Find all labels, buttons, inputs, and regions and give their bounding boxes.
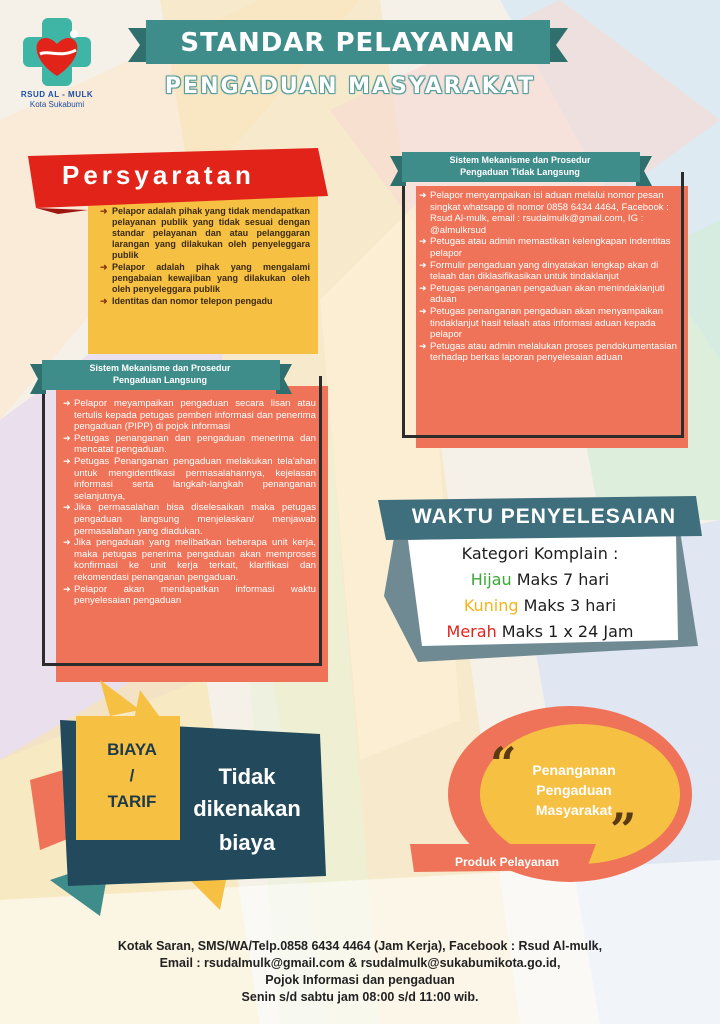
- list-item: ➜ Pelapor akan mendapatkan informasi waktu penyelesaian pengaduan: [64, 584, 316, 607]
- waktu-label-kuning: Kuning: [463, 596, 519, 615]
- list-item: ➜ Petugas atau admin memastikan kelengkapan indentitas pelapor: [420, 236, 682, 259]
- waktu-label-hijau: Hijau: [470, 570, 512, 589]
- footer-contact: [40, 938, 680, 1006]
- page-subtitle: PENGADUAN MASYARAKAT: [164, 74, 536, 99]
- produk-quote-line3: Masyarakat: [535, 802, 613, 818]
- list-item: ➜ Pelapor adalah pihak yang tidak mendapatkan pelayanan publik yang tidak sesuai dengan standar pelayanan dan atau pelanggaran larangan yang dilakukan oleh penyeleggara publik: [100, 206, 310, 261]
- list-item: ➜ Petugas atau admin melalukan proses pendokumentasian terhadap berkas laporan penyelesaian aduan: [420, 341, 682, 364]
- footer-line3: Pojok Informasi dan pengaduan: [265, 973, 455, 987]
- biaya-label-line2: /: [129, 766, 135, 785]
- list-item: ➜ Formulir pengaduan yang dinyatakan lengkap akan di telaah dan diklasifikasikan untuk tindaklanjut: [420, 260, 682, 283]
- waktu-row-hijau: [420, 570, 660, 589]
- tidak-langsung-title-line1: Sistem Mekanisme dan Prosedur: [449, 155, 591, 165]
- waktu-label-merah: Merah: [446, 622, 497, 641]
- produk-quote-line1: Penanganan: [532, 762, 616, 778]
- langsung-list: [64, 398, 316, 607]
- langsung-title: [40, 362, 280, 386]
- list-item: ➜ Jika permasalahan bisa diselesaikan maka petugas pengaduan langsung menjelaskan/ menjawab permasalahan yang diadukan.: [64, 502, 316, 537]
- list-item: ➜ Petugas penanganan pengaduan akan menyampaikan tindaklanjut hasil telaah atas informasi aduan kepada pelapor: [420, 306, 682, 341]
- waktu-value-merah: Maks 1 x 24 Jam: [501, 622, 634, 641]
- list-item: ➜ Identitas dan nomor telepon pengadu: [100, 296, 310, 307]
- footer-line2: Email : rsudalmulk@gmail.com & rsudalmulk@sukabumikota.go.id,: [159, 956, 561, 970]
- produk-quote-line2: Pengaduan: [536, 782, 612, 798]
- biaya-label-line3: TARIF: [107, 792, 157, 811]
- tidak-langsung-list: [420, 190, 682, 364]
- tidak-langsung-title: [400, 154, 640, 178]
- open-quote-icon: “: [490, 737, 517, 791]
- biaya-text-line3: biaya: [218, 830, 276, 855]
- waktu-row-merah: [420, 622, 660, 641]
- list-item: ➜ Pelapor menyampaikan isi aduan melalui nomor pesan singkat whatsapp di nomor 0858 6434 4464, Facebook : Rsud Al-mulk, email : rsudalmulk@gmail.com, IG : @almulkrsud: [420, 190, 682, 236]
- langsung-title-line1: Sistem Mekanisme dan Prosedur: [89, 363, 231, 373]
- list-item: ➜ Pelapor meyampaikan pengaduan secara lisan atau tertulis kepada petugas pemberi informasi dan penerima pengaduan (PIPP) di pojok informasi: [64, 398, 316, 433]
- biaya-text-line2: dikenakan: [193, 796, 301, 821]
- biaya-text-line1: Tidak: [218, 764, 276, 789]
- biaya-label-line1: BIAYA: [107, 740, 157, 759]
- footer-line1: Kotak Saran, SMS/WA/Telp.0858 6434 4464 (Jam Kerja), Facebook : Rsud Al-mulk,: [117, 939, 603, 953]
- list-item: ➜ Petugas Penanganan pengaduan melakukan tela'ahan untuk mengidentfikasi permasalahannya, kejelasan informasi serta langkah-langkah penanganan selanjutnya,: [64, 456, 316, 502]
- waktu-value-hijau: Maks 7 hari: [516, 570, 610, 589]
- list-item: ➜ Jika pengaduan yang melibatkan beberapa unit kerja, maka petugas penerima pengaduan akan memproses konfirmasi ke unit kerja terkait, klarifikasi dan rekomendasi penanganan pengaduan.: [64, 537, 316, 583]
- langsung-title-line2: Pengaduan Langsung: [112, 375, 207, 385]
- persyaratan-heading: Persyaratan: [62, 160, 255, 190]
- produk-label: Produk Pelayanan: [454, 855, 560, 869]
- footer-line4: Senin s/d sabtu jam 08:00 s/d 11:00 wib.: [241, 990, 479, 1004]
- logo-name: RSUD AL - MULK: [20, 90, 94, 99]
- waktu-title: WAKTU PENYELESAIAN: [411, 505, 677, 528]
- waktu-kategori: Kategori Komplain :: [461, 544, 619, 563]
- page-title: STANDAR PELAYANAN: [180, 28, 516, 58]
- tidak-langsung-title-line2: Pengaduan Tidak Langsung: [460, 167, 580, 177]
- persyaratan-list: [100, 206, 310, 308]
- list-item: ➜ Pelapor adalah pihak yang mengalami pengabaian kewajiban yang dilakukan oleh oleh penyeleggara publik: [100, 262, 310, 295]
- heart-cross-icon: [12, 14, 102, 90]
- waktu-row-kuning: [420, 596, 660, 615]
- list-item: ➜ Petugas penanganan dan pengaduan menerima dan mencatat pengaduan.: [64, 433, 316, 456]
- waktu-value-kuning: Maks 3 hari: [523, 596, 617, 615]
- hospital-logo: [12, 14, 102, 114]
- logo-city: Kota Sukabumi: [29, 100, 85, 109]
- list-item: ➜ Petugas penanganan pengaduan akan menindaklanjuti aduan: [420, 283, 682, 306]
- close-quote-icon: ”: [610, 803, 637, 857]
